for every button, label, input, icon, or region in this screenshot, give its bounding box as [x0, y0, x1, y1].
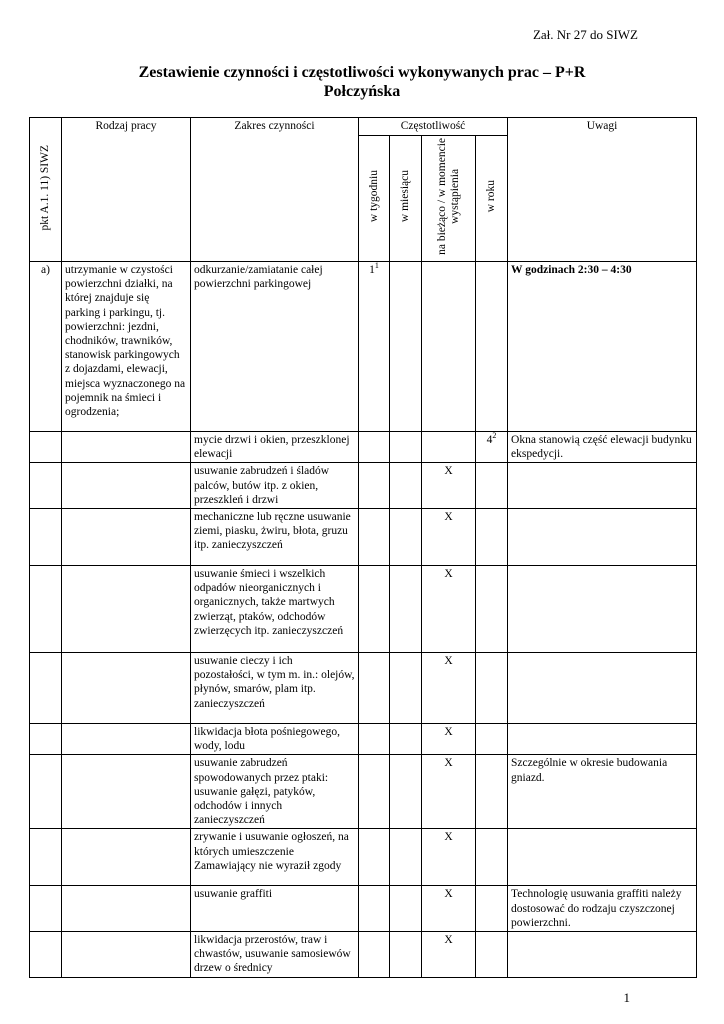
cell-tygodniu [359, 932, 390, 978]
cell-roku [476, 829, 508, 886]
cell-uwagi: Szczególnie w okresie budowania gniazd. [508, 755, 697, 829]
cell-miesiacu [390, 566, 422, 653]
cell-rodzaj [62, 886, 191, 932]
cell-biezaco: X [422, 755, 476, 829]
cell-biezaco: X [422, 829, 476, 886]
cell-roku [476, 932, 508, 978]
cell-tygodniu [359, 886, 390, 932]
table-row [30, 932, 697, 978]
cell-rodzaj [62, 724, 191, 755]
cell-miesiacu [390, 755, 422, 829]
cell-roku [476, 653, 508, 724]
cell-rodzaj [62, 829, 191, 886]
cell-pkt [30, 886, 62, 932]
header-rodzaj: Rodzaj pracy [62, 118, 191, 262]
cell-uwagi [508, 653, 697, 724]
cell-roku [476, 463, 508, 509]
cell-miesiacu [390, 932, 422, 978]
cell-uwagi [508, 566, 697, 653]
cell-uwagi [508, 509, 697, 566]
cell-rodzaj [62, 509, 191, 566]
cell-zakres: mechaniczne lub ręczne usuwanie ziemi, piasku, żwiru, błota, gruzu itp. zanieczyszczeń [191, 509, 359, 566]
cell-tygodniu [359, 653, 390, 724]
cell-tygodniu [359, 755, 390, 829]
table-row [30, 262, 697, 432]
cell-rodzaj [62, 932, 191, 978]
table-row [30, 653, 697, 724]
footnote-mark: 2 [492, 431, 497, 441]
table-row [30, 724, 697, 755]
cell-miesiacu [390, 886, 422, 932]
cell-zakres: usuwanie zabrudzeń i śladów palców, butów itp. z okien, przeszkleń i drzwi [191, 463, 359, 509]
header-pkt: pkt A.1. 11) SIWZ [30, 118, 62, 262]
cell-uwagi [508, 724, 697, 755]
cell-pkt [30, 932, 62, 978]
cell-pkt: a) [30, 262, 62, 432]
cell-roku [476, 262, 508, 432]
cell-biezaco: X [422, 886, 476, 932]
cell-roku [476, 724, 508, 755]
cell-miesiacu [390, 509, 422, 566]
cell-rodzaj: utrzymanie w czystości powierzchni działki, na której znajduje się parking i parkingu, tj. powierzchni: jezdni, chodników, trawników, stanowisk parkingowych z dojazdami, elewacji, miejsca wyznaczonego na pojemnik na śmieci i ogrodzenia; [62, 262, 191, 432]
header-czestotliwosc: Częstotliwość [359, 118, 508, 136]
cell-tygodniu [359, 509, 390, 566]
cell-uwagi: W godzinach 2:30 – 4:30 [508, 262, 697, 432]
attachment-label: Zał. Nr 27 do SIWZ [532, 27, 638, 42]
cell-pkt [30, 829, 62, 886]
cell-biezaco: X [422, 463, 476, 509]
page-title [0, 63, 724, 101]
cell-pkt [30, 463, 62, 509]
table-body [30, 262, 697, 978]
frequency-value: 1 [369, 264, 375, 276]
cell-zakres: usuwanie zabrudzeń spowodowanych przez ptaki: usuwanie gałęzi, patyków, odchodów i innych zanieczyszczeń [191, 755, 359, 829]
cell-miesiacu [390, 724, 422, 755]
cell-pkt [30, 653, 62, 724]
footnote-mark: 1 [374, 261, 379, 271]
table-row [30, 755, 697, 829]
table-row [30, 566, 697, 653]
cell-rodzaj [62, 653, 191, 724]
page-number: 1 [623, 990, 630, 1005]
cell-pkt [30, 566, 62, 653]
cell-pkt [30, 724, 62, 755]
cell-miesiacu [390, 432, 422, 463]
header-tygodniu: w tygodniu [359, 136, 390, 262]
cell-miesiacu [390, 262, 422, 432]
cell-rodzaj [62, 755, 191, 829]
cell-zakres: zrywanie i usuwanie ogłoszeń, na których umieszczenie Zamawiający nie wyraził zgody [191, 829, 359, 886]
cell-uwagi [508, 463, 697, 509]
cell-roku [476, 509, 508, 566]
cell-zakres: mycie drzwi i okien, przeszklonej elewacji [191, 432, 359, 463]
cell-zakres: usuwanie śmieci i wszelkich odpadów nieorganicznych i organicznych, także martwych zwierząt, ptaków, odchodów zwierzęcych itp. zanieczyszczeń [191, 566, 359, 653]
cell-tygodniu [359, 432, 390, 463]
title-line-1: Zestawienie czynności i częstotliwości wykonywanych prac – P+R [138, 64, 586, 81]
cell-biezaco: X [422, 932, 476, 978]
cell-zakres: usuwanie cieczy i ich pozostałości, w tym m. in.: olejów, płynów, smarów, plam itp. zanieczyszczeń [191, 653, 359, 724]
cell-biezaco: X [422, 509, 476, 566]
header-miesiacu: w miesiącu [390, 136, 422, 262]
cell-zakres: likwidacja przerostów, traw i chwastów, usuwanie samosiewów drzew o średnicy [191, 932, 359, 978]
cell-biezaco [422, 432, 476, 463]
cell-tygodniu [359, 829, 390, 886]
header-biezaco: na bieżąco / w momencie wystąpienia [422, 136, 476, 262]
cell-rodzaj [62, 432, 191, 463]
cell-rodzaj [62, 566, 191, 653]
table-row [30, 886, 697, 932]
header-zakres: Zakres czynności [191, 118, 359, 262]
cell-biezaco: X [422, 566, 476, 653]
table-row [30, 463, 697, 509]
cell-tygodniu [359, 262, 390, 432]
cell-rodzaj [62, 463, 191, 509]
schedule-table [29, 117, 697, 978]
cell-uwagi: Okna stanowią część elewacji budynku ekspedycji. [508, 432, 697, 463]
header-uwagi: Uwagi [508, 118, 697, 262]
cell-biezaco [422, 262, 476, 432]
cell-tygodniu [359, 463, 390, 509]
cell-zakres: likwidacja błota pośniegowego, wody, lodu [191, 724, 359, 755]
cell-uwagi [508, 932, 697, 978]
table-row [30, 432, 697, 463]
cell-tygodniu [359, 724, 390, 755]
cell-biezaco: X [422, 724, 476, 755]
cell-roku [476, 566, 508, 653]
cell-uwagi: Technologię usuwania graffiti należy dostosować do rodzaju czyszczonej powierzchni. [508, 886, 697, 932]
cell-miesiacu [390, 653, 422, 724]
table-row [30, 509, 697, 566]
cell-pkt [30, 432, 62, 463]
cell-roku [476, 755, 508, 829]
cell-miesiacu [390, 463, 422, 509]
cell-pkt [30, 509, 62, 566]
cell-biezaco: X [422, 653, 476, 724]
title-line-2: Połczyńska [323, 83, 401, 100]
table-row [30, 829, 697, 886]
table-header [30, 118, 697, 262]
cell-uwagi [508, 829, 697, 886]
cell-pkt [30, 755, 62, 829]
frequency-value: 4 [486, 434, 493, 446]
cell-miesiacu [390, 829, 422, 886]
cell-tygodniu [359, 566, 390, 653]
cell-zakres: odkurzanie/zamiatanie całej powierzchni parkingowej [191, 262, 359, 432]
header-roku: w roku [476, 136, 508, 262]
cell-roku [476, 432, 508, 463]
cell-roku [476, 886, 508, 932]
cell-zakres: usuwanie graffiti [191, 886, 359, 932]
